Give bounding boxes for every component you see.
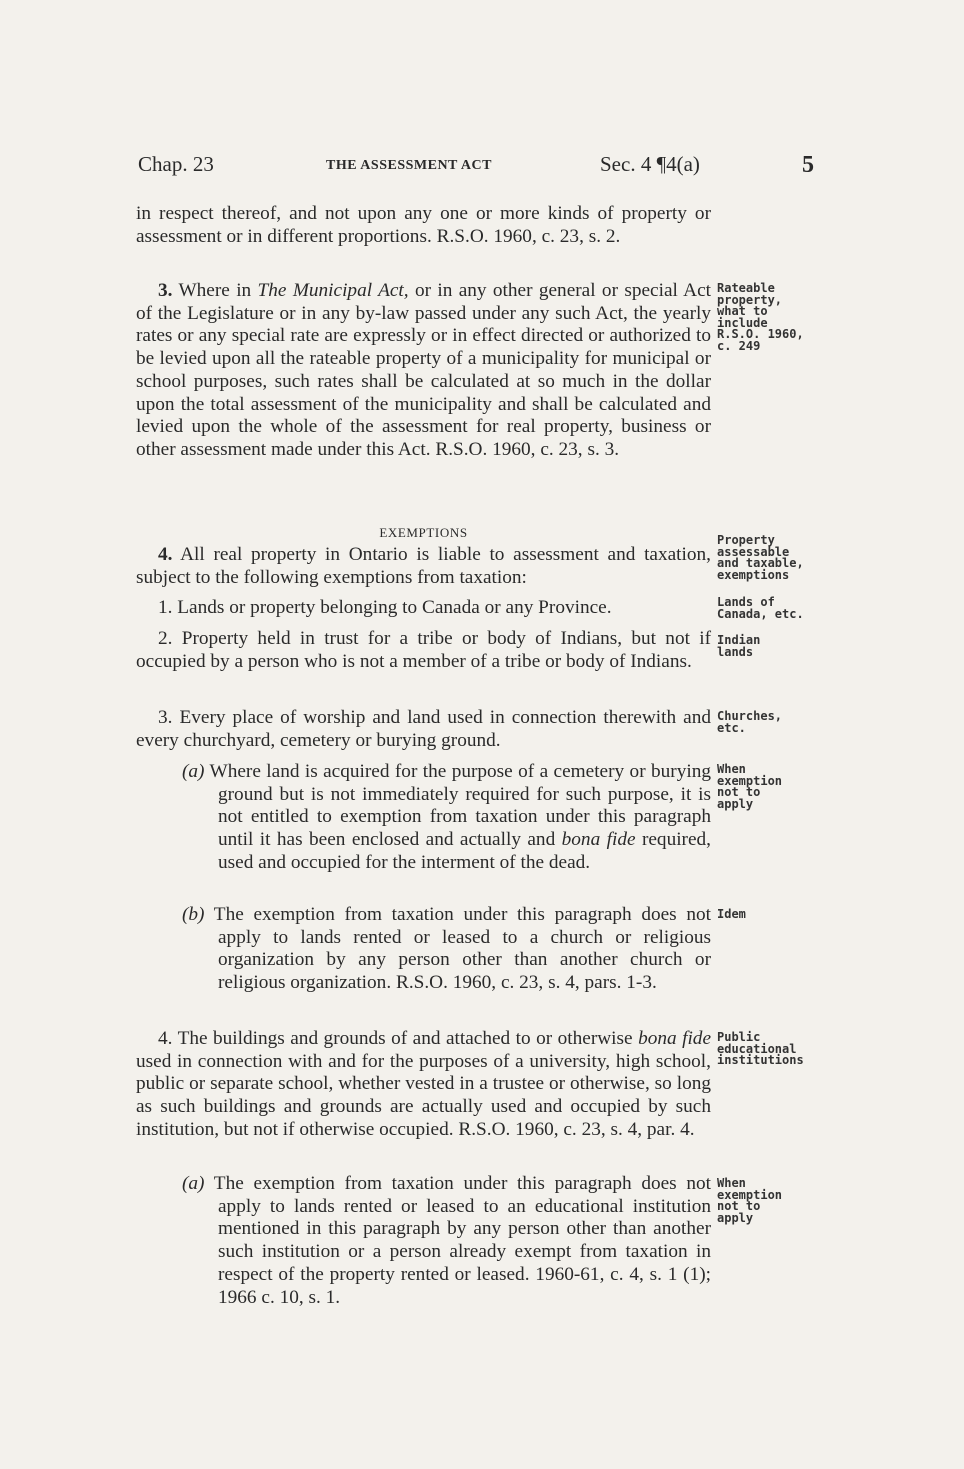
margin-note-lands-of-canada: Lands of Canada, etc. — [717, 595, 804, 621]
section-3: 3. Where in The Municipal Act, or in any other general or special Act of the Legislature or in any by-law passed under any such Act, the yearly rates or any special rate are expressly or in effect directed or authorized to be levied upon all the rateable property of a municipality for municipal or school purposes, such rates shall be calculated at so much in the dollar upon the total assessment of the municipality and shall be calculated and levied upon the whole of the assessment for real property, business or other assessment made under this Act. R.S.O. 1960, c. 23, s. 3. — [136, 280, 711, 460]
paragraph-1: 1. Lands or property belonging to Canada or any Province. — [158, 597, 612, 618]
margin-note-indian-lands: Indian lands — [717, 633, 761, 659]
section-reference: Sec. 4 ¶4(a) — [600, 152, 700, 176]
paragraph-3: 3. Every place of worship and land used in connection therewith and every churchyard, cemetery or burying ground. — [136, 707, 711, 751]
section-3-number: 3. — [158, 280, 173, 301]
margin-note-public-educational: Public educational institutions — [717, 1030, 804, 1067]
page-number: 5 — [802, 152, 814, 178]
paragraph-4: 4. The buildings and grounds of and attached to or otherwise bona fide used in connection with and for the purposes of a university, high school, public or separate school, whether vested in a trustee or otherwise, so long as such buildings and grounds are actually used and occupied by such institution, but not if otherwise occupied. R.S.O. 1960, c. 23, s. 4, par. 4. — [136, 1028, 711, 1140]
chapter-label: Chap. 23 — [138, 152, 214, 176]
margin-note-when-exemption-not-to-apply-1: When exemption not to apply — [717, 762, 783, 811]
act-title: THE ASSESSMENT ACT — [326, 158, 492, 173]
margin-note-churches: Churches, etc. — [717, 709, 783, 735]
continuation-paragraph: in respect thereof, and not upon any one or more kinds of property or assessment or in different proportions. R.S.O. 1960, c. 23, s. 2. — [136, 203, 711, 247]
margin-note-rateable-property: Rateable property, what to include R.S.O. 1960, c. 249 — [717, 281, 804, 353]
paragraph-2: 2. Property held in trust for a tribe or body of Indians, but not if occupied by a person who is not a member of a tribe or body of Indians. — [136, 628, 711, 672]
margin-note-property-assessable: Property assessable and taxable, exemptions — [717, 533, 804, 582]
margin-note-when-exemption-not-to-apply-2: When exemption not to apply — [717, 1176, 783, 1225]
section-4-number: 4. — [158, 544, 173, 565]
paragraph-4a: (a) The exemption from taxation under this paragraph does not apply to lands rented or leased to an educational institution mentioned in this paragraph by any person other than another such institution or a person already exempt from taxation in respect of the property rented or leased. 1960-61, c. 4, s. 1 (1); 1966 c. 10, s. 1. — [182, 1173, 711, 1308]
section-4: 4. All real property in Ontario is liable to assessment and taxation, subject to the following exemptions from taxation: — [136, 544, 711, 588]
running-header — [138, 150, 828, 184]
paragraph-3a: (a) Where land is acquired for the purpose of a cemetery or burying ground but is not immediately required for such purpose, it is not entitled to exemption from taxation under this paragraph until it has been enclosed and actually and bona fide required, used and occupied for the interment of the dead. — [182, 761, 712, 873]
municipal-act-title: The Municipal Act, — [257, 280, 409, 301]
exemptions-heading: EXEMPTIONS — [379, 525, 468, 540]
margin-note-idem: Idem — [717, 907, 746, 921]
paragraph-3b: (b) The exemption from taxation under this paragraph does not apply to lands rented or leased to a church or religious organization by any person other than another church or religious organization. R.S.O. 1960, c. 23, s. 4, pars. 1-3. — [182, 904, 711, 994]
